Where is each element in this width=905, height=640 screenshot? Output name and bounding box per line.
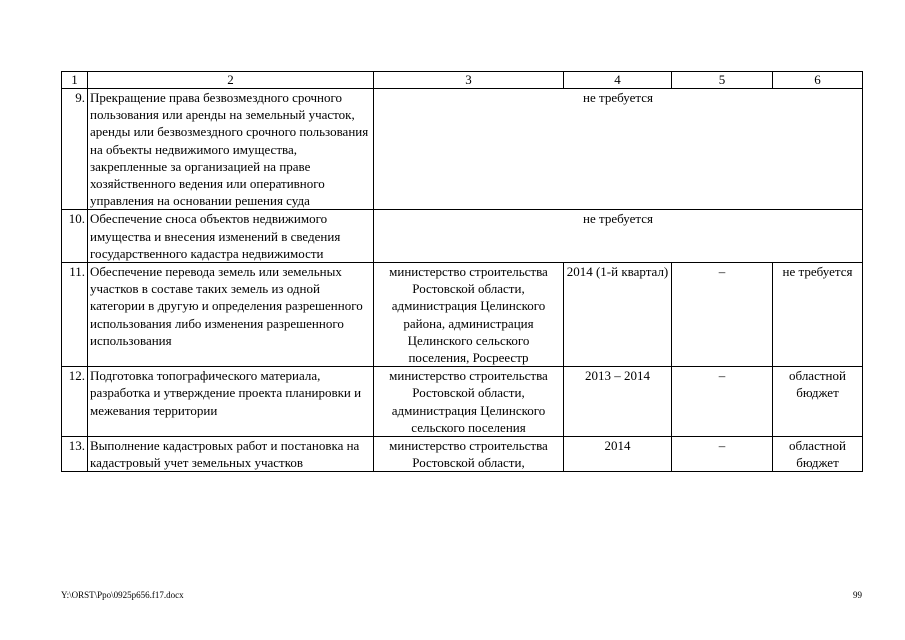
column-number-2: 2	[88, 72, 374, 89]
period-cell: 2014 (1-й квартал)	[564, 263, 672, 367]
table-row	[62, 437, 863, 472]
table-row	[62, 89, 863, 210]
table-row	[62, 210, 863, 263]
column-5-cell: –	[672, 437, 773, 472]
row-number: 10.	[62, 210, 88, 263]
row-number: 13.	[62, 437, 88, 472]
measure-name: Прекращение права безвозмездного срочного пользования или аренды на земельный участок, аренды или безвозмездного срочного пользования на объекты недвижимого имущества, закрепленные за организацией на праве хозяйственного ведения или оперативного управления на основании решения суда	[88, 89, 374, 210]
table-header-row	[62, 72, 863, 89]
executor-cell: министерство строительства Ростовской области, администрация Целинского сельского поселения	[374, 367, 564, 437]
executor-cell: министерство строительства Ростовской области, администрация Целинского района, администрация Целинского сельского поселения, Росреестр	[374, 263, 564, 367]
column-number-1: 1	[62, 72, 88, 89]
row-number: 11.	[62, 263, 88, 367]
row-number: 9.	[62, 89, 88, 210]
measure-name: Выполнение кадастровых работ и постановка на кадастровый учет земельных участков	[88, 437, 374, 472]
column-number-6: 6	[773, 72, 863, 89]
executor-cell: министерство строительства Ростовской области,	[374, 437, 564, 472]
footer-file-path: Y:\ORST\Ppo\0925p656.f17.docx	[61, 590, 184, 600]
period-cell: 2014	[564, 437, 672, 472]
column-number-5: 5	[672, 72, 773, 89]
column-number-3: 3	[374, 72, 564, 89]
measures-table	[61, 71, 863, 472]
table-row	[62, 263, 863, 367]
period-cell: 2013 – 2014	[564, 367, 672, 437]
measure-name: Подготовка топографического материала, разработка и утверждение проекта планировки и межевания территории	[88, 367, 374, 437]
footer-page-number: 99	[853, 590, 862, 600]
measure-name: Обеспечение сноса объектов недвижимого имущества и внесения изменений в сведения государственного кадастра недвижимости	[88, 210, 374, 263]
column-5-cell: –	[672, 367, 773, 437]
funding-cell: областной бюджет	[773, 367, 863, 437]
row-number: 12.	[62, 367, 88, 437]
column-5-cell: –	[672, 263, 773, 367]
merged-not-required-cell: не требуется	[374, 210, 863, 263]
column-number-4: 4	[564, 72, 672, 89]
merged-not-required-cell: не требуется	[374, 89, 863, 210]
funding-cell: областной бюджет	[773, 437, 863, 472]
table-row	[62, 367, 863, 437]
measure-name: Обеспечение перевода земель или земельных участков в составе таких земель из одной категории в другую и определения разрешенного использования либо изменения разрешенного использования	[88, 263, 374, 367]
funding-cell: не требуется	[773, 263, 863, 367]
